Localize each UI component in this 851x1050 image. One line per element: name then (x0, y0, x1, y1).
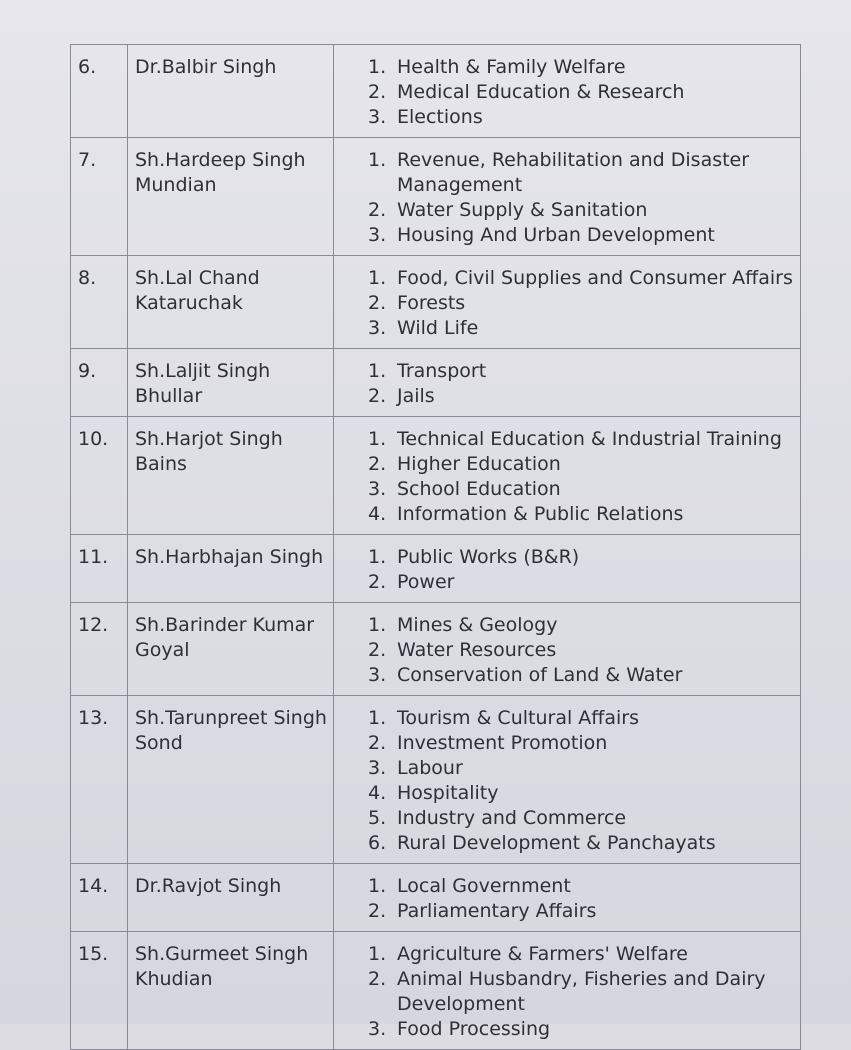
portfolio-list (368, 942, 796, 1042)
portfolio-list (368, 148, 796, 248)
minister-name: Sh.Tarunpreet Singh Sond (128, 696, 334, 864)
table-row (71, 256, 801, 349)
portfolio-item-number: 3. (368, 317, 387, 339)
portfolio-item (368, 266, 796, 291)
portfolio-item (368, 663, 796, 688)
portfolio-item-label: Jails (397, 385, 435, 407)
table-row (71, 45, 801, 138)
table-body (71, 45, 801, 1050)
portfolio-item (368, 452, 796, 477)
portfolio-item-number: 1. (368, 267, 387, 289)
portfolio-item (368, 613, 796, 638)
portfolio-item (368, 477, 796, 502)
portfolio-item (368, 55, 796, 80)
portfolio-item (368, 80, 796, 105)
portfolio-item-number: 1. (368, 707, 387, 729)
portfolio-item-label: Housing And Urban Development (397, 224, 715, 246)
portfolio-item-label: Technical Education & Industrial Training (397, 428, 782, 450)
portfolio-item (368, 316, 796, 341)
portfolio-item (368, 831, 796, 856)
portfolio-item (368, 756, 796, 781)
portfolio-item-label: Conservation of Land & Water (397, 664, 683, 686)
portfolio-item (368, 706, 796, 731)
minister-name: Dr.Balbir Singh (128, 45, 334, 138)
portfolio-item (368, 291, 796, 316)
portfolio-item-number: 2. (368, 639, 387, 661)
portfolio-item-label: Forests (397, 292, 466, 314)
portfolio-item-label: Elections (397, 106, 483, 128)
serial-number: 6. (71, 45, 128, 138)
portfolio-cell (334, 535, 801, 603)
serial-number: 11. (71, 535, 128, 603)
serial-number: 7. (71, 138, 128, 256)
portfolio-item-label: Local Government (397, 875, 571, 897)
portfolio-list (368, 545, 796, 595)
portfolio-item-number: 1. (368, 360, 387, 382)
portfolio-cell (334, 138, 801, 256)
portfolio-item (368, 570, 796, 595)
portfolio-item (368, 731, 796, 756)
portfolio-item (368, 359, 796, 384)
portfolio-item-label: School Education (397, 478, 561, 500)
portfolio-item-label: Medical Education & Research (397, 81, 685, 103)
portfolio-item-number: 1. (368, 149, 387, 171)
portfolio-item-number: 3. (368, 106, 387, 128)
minister-name: Dr.Ravjot Singh (128, 864, 334, 932)
serial-number: 9. (71, 349, 128, 417)
portfolio-list (368, 874, 796, 924)
portfolio-item-label: Agriculture & Farmers' Welfare (397, 943, 688, 965)
portfolio-item-number: 2. (368, 453, 387, 475)
ministers-portfolio-table (70, 44, 801, 1050)
portfolio-cell (334, 417, 801, 535)
portfolio-item-number: 3. (368, 664, 387, 686)
portfolio-cell (334, 696, 801, 864)
portfolio-item-label: Food Processing (397, 1018, 551, 1040)
portfolio-item-number: 2. (368, 900, 387, 922)
portfolio-item-number: 1. (368, 546, 387, 568)
portfolio-item-number: 2. (368, 81, 387, 103)
portfolio-cell (334, 349, 801, 417)
portfolio-item-number: 1. (368, 614, 387, 636)
serial-number: 10. (71, 417, 128, 535)
portfolio-item-number: 1. (368, 875, 387, 897)
table-row (71, 603, 801, 696)
serial-number: 14. (71, 864, 128, 932)
portfolio-item (368, 874, 796, 899)
portfolio-item-number: 1. (368, 943, 387, 965)
table-row (71, 417, 801, 535)
table-row (71, 138, 801, 256)
portfolio-item-label: Mines & Geology (397, 614, 558, 636)
portfolio-list (368, 427, 796, 527)
portfolio-item-label: Transport (397, 360, 487, 382)
portfolio-item-number: 4. (368, 503, 387, 525)
portfolio-item-number: 3. (368, 757, 387, 779)
minister-name: Sh.Hardeep Singh Mundian (128, 138, 334, 256)
portfolio-item-label: Public Works (B&R) (397, 546, 580, 568)
portfolio-cell (334, 45, 801, 138)
portfolio-item-label: Rural Development & Panchayats (397, 832, 716, 854)
portfolio-item-number: 3. (368, 1018, 387, 1040)
portfolio-item-label: Hospitality (397, 782, 499, 804)
portfolio-list (368, 706, 796, 856)
portfolio-cell (334, 256, 801, 349)
portfolio-item-number: 1. (368, 428, 387, 450)
portfolio-item-label: Industry and Commerce (397, 807, 627, 829)
portfolio-item (368, 806, 796, 831)
minister-name: Sh.Harjot Singh Bains (128, 417, 334, 535)
portfolio-item-label: Water Supply & Sanitation (397, 199, 648, 221)
portfolio-item (368, 899, 796, 924)
portfolio-item-label: Wild Life (397, 317, 479, 339)
portfolio-item-number: 5. (368, 807, 387, 829)
portfolio-list (368, 613, 796, 688)
portfolio-item (368, 427, 796, 452)
portfolio-item-number: 2. (368, 571, 387, 593)
portfolio-item (368, 781, 796, 806)
minister-name: Sh.Harbhajan Singh (128, 535, 334, 603)
portfolio-item (368, 198, 796, 223)
portfolio-item-number: 2. (368, 385, 387, 407)
portfolio-cell (334, 864, 801, 932)
portfolio-cell (334, 932, 801, 1050)
minister-name: Sh.Barinder Kumar Goyal (128, 603, 334, 696)
portfolio-item (368, 1017, 796, 1042)
table-row (71, 349, 801, 417)
serial-number: 12. (71, 603, 128, 696)
table-row (71, 932, 801, 1050)
portfolio-item-number: 4. (368, 782, 387, 804)
portfolio-item-label: Labour (397, 757, 463, 779)
table-row (71, 535, 801, 603)
portfolio-item-number: 1. (368, 56, 387, 78)
portfolio-list (368, 359, 796, 409)
portfolio-item-label: Parliamentary Affairs (397, 900, 597, 922)
serial-number: 8. (71, 256, 128, 349)
portfolio-item-label: Higher Education (397, 453, 561, 475)
portfolio-item-number: 2. (368, 292, 387, 314)
portfolio-item-number: 6. (368, 832, 387, 854)
portfolio-cell (334, 603, 801, 696)
portfolio-item-label: Power (397, 571, 455, 593)
serial-number: 13. (71, 696, 128, 864)
minister-name: Sh.Laljit Singh Bhullar (128, 349, 334, 417)
portfolio-item-label: Information & Public Relations (397, 503, 684, 525)
portfolio-item-label: Revenue, Rehabilitation and Disaster Management (397, 149, 750, 196)
portfolio-item (368, 384, 796, 409)
portfolio-item-number: 2. (368, 732, 387, 754)
serial-number: 15. (71, 932, 128, 1050)
portfolio-list (368, 55, 796, 130)
portfolio-item (368, 545, 796, 570)
table-row (71, 864, 801, 932)
portfolio-item (368, 223, 796, 248)
table-row (71, 696, 801, 864)
portfolio-item (368, 942, 796, 967)
portfolio-item (368, 502, 796, 527)
portfolio-item (368, 638, 796, 663)
portfolio-item-label: Tourism & Cultural Affairs (397, 707, 640, 729)
portfolio-item (368, 148, 796, 198)
portfolio-item-label: Water Resources (397, 639, 557, 661)
portfolio-item-label: Investment Promotion (397, 732, 608, 754)
portfolio-item-label: Animal Husbandry, Fisheries and Dairy Development (397, 968, 766, 1015)
minister-name: Sh.Gurmeet Singh Khudian (128, 932, 334, 1050)
minister-name: Sh.Lal Chand Kataruchak (128, 256, 334, 349)
portfolio-item-label: Food, Civil Supplies and Consumer Affairs (397, 267, 793, 289)
portfolio-item (368, 967, 796, 1017)
portfolio-list (368, 266, 796, 341)
portfolio-item (368, 105, 796, 130)
portfolio-item-number: 2. (368, 199, 387, 221)
portfolio-item-number: 3. (368, 478, 387, 500)
portfolio-item-label: Health & Family Welfare (397, 56, 626, 78)
portfolio-item-number: 3. (368, 224, 387, 246)
portfolio-item-number: 2. (368, 968, 387, 990)
